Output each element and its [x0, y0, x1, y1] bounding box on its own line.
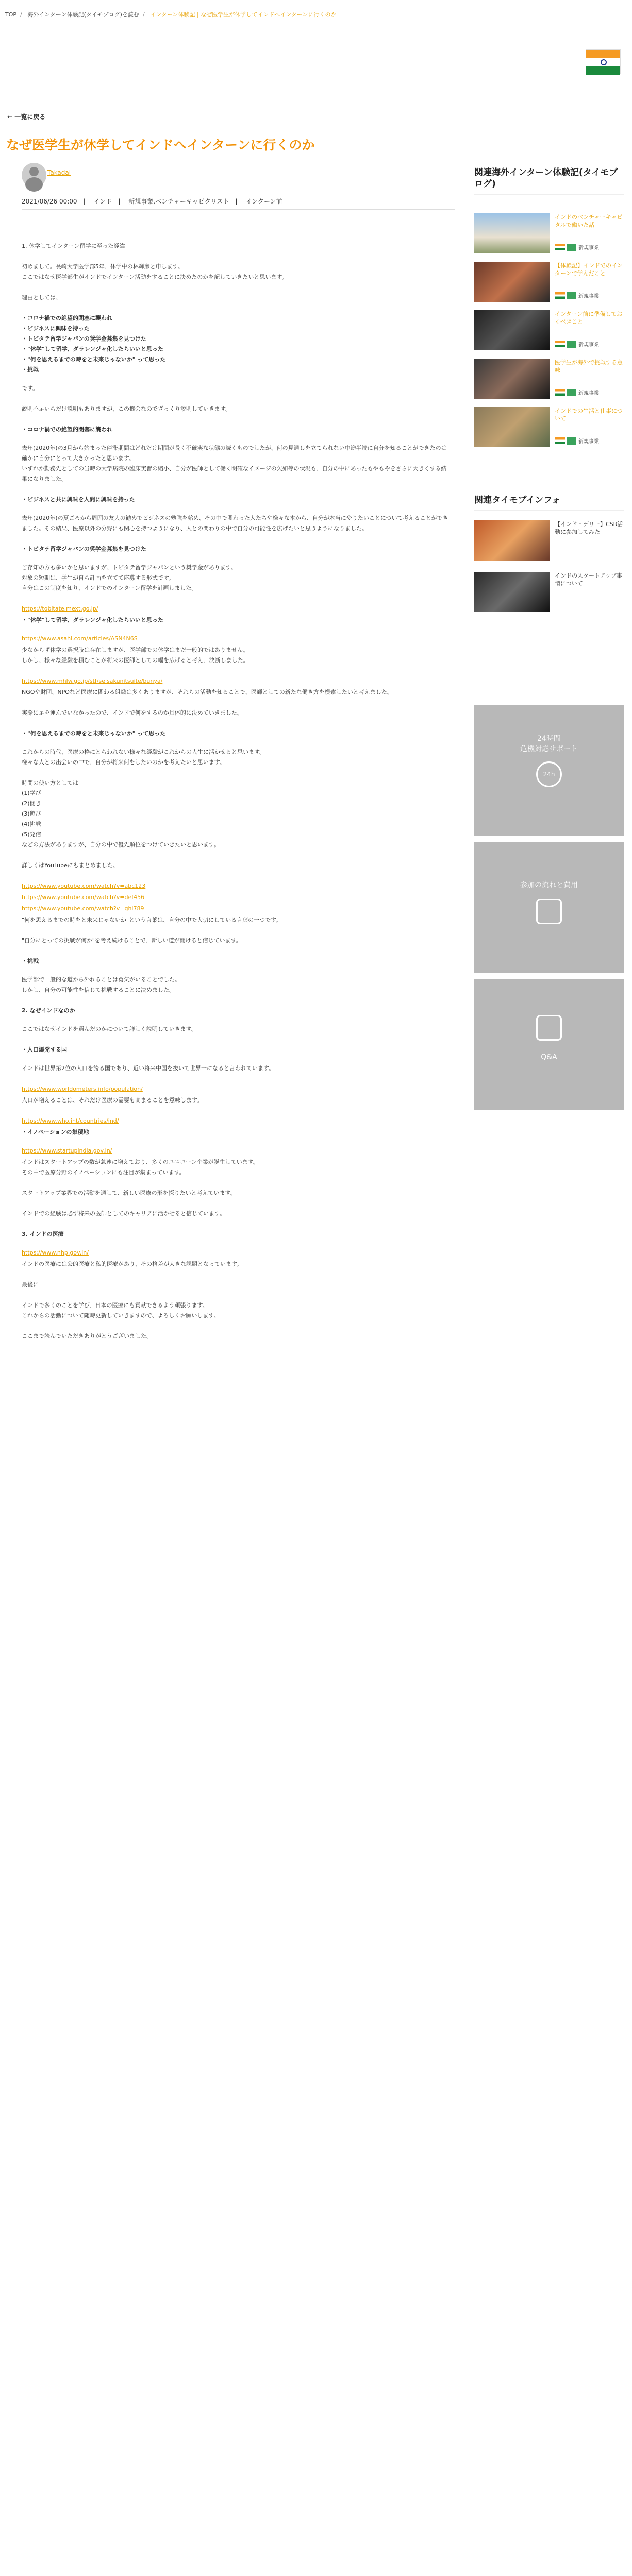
divider: [22, 209, 455, 210]
article-thumbnail: [474, 262, 550, 302]
article-meta: 2021/06/26 00:00 | インド | 新規事業,ベンチャーキャピタリスト | インターン前: [22, 198, 282, 205]
info-card[interactable]: [474, 520, 624, 561]
article-subheading: ・ビジネスと共に興味を人間に興味を持った: [22, 496, 135, 503]
card-title: 医学生が海外で挑戦する意味: [555, 359, 623, 374]
article-paragraph: インドでの経験は必ず将来の医師としてのキャリアに活かせると信じています。: [22, 1210, 226, 1217]
article-paragraph: "何を思えるまでの時をと未来じゃないか"という言葉は、自分の中で大切にしている言葉の一つです。: [22, 917, 282, 923]
article-link[interactable]: https://www.mhlw.go.jp/stf/seisakunitsuite/bunya/: [22, 677, 163, 684]
article-link[interactable]: https://www.worldometers.info/population/: [22, 1086, 143, 1092]
support-24h-icon: 24h: [536, 761, 562, 787]
page-title: なぜ医学生が休学してインドへインターンに行くのか: [6, 138, 315, 152]
sidebar: [474, 167, 624, 1128]
info-thumbnail: [474, 520, 550, 561]
article-paragraph: 1. 休学してインターン留学に至った経緯: [22, 243, 125, 249]
support-24h-banner[interactable]: [474, 705, 624, 836]
article-paragraph: 理由としては、: [22, 294, 61, 301]
article-subheading: 2. なぜインドなのか: [22, 1007, 75, 1014]
article-subheading: ・挑戦: [22, 958, 39, 964]
article-link[interactable]: https://www.nhp.gov.in/: [22, 1249, 89, 1256]
category-badge: [567, 437, 576, 445]
tag-link[interactable]: インターン前: [245, 198, 282, 205]
article-paragraph: インドで多くのことを学び、日本の医療にも貢献できるよう頑張ります。 これからの活動について随時更新していきますので、よろしくお願いします。: [22, 1302, 220, 1319]
breadcrumb: TOP / 海外インターン体験記(タイモブログ)を読む / インターン体験記 | なぜ医学生が休学してインドへインターンに行くのか: [5, 11, 337, 18]
article-paragraph: 時間の使い方としては (1)学び (2)働き (3)遊び (4)挑戦 (5)発信 などの方法がありますが、自分の中で優先順位をつけていきたいと思います。: [22, 779, 220, 848]
article-paragraph: インドの医療には公的医療と私的医療があり、その格差が大きな課題となっています。: [22, 1261, 243, 1267]
card-tag: 新規事業: [555, 437, 599, 445]
sidebar-article-card[interactable]: [474, 310, 624, 350]
author-avatar[interactable]: [22, 163, 46, 188]
article-paragraph: 実際に足を運んでいなかったので、インドで何をするのか具体的に決めていきました。: [22, 709, 243, 716]
article-subheading: 3. インドの医療: [22, 1231, 64, 1238]
card-title: インドのベンチャーキャピタルで働いた話: [555, 214, 623, 228]
category-badge: [567, 389, 576, 396]
article-link[interactable]: https://www.asahi.com/articles/ASN4N6S: [22, 635, 138, 642]
article-date: 2021/06/26 00:00: [22, 198, 77, 205]
article-link[interactable]: https://www.youtube.com/watch?v=abc123: [22, 883, 146, 889]
info-card[interactable]: [474, 572, 624, 612]
article-link[interactable]: https://www.who.int/countries/ind/: [22, 1117, 119, 1124]
article-paragraph: ここまで読んでいただきありがとうございました。: [22, 1333, 152, 1340]
info-title: インドのスタートアップ事情について: [555, 572, 622, 587]
article-paragraph: 最後に: [22, 1281, 39, 1288]
article-paragraph: インドはスタートアップの数が急速に増えており、多くのユニコーン企業が誕生しています。 その中で医療分野のイノベーションにも注目が集まっています。: [22, 1159, 259, 1176]
article-paragraph: 説明不足いらだけ説明もありますが、この機会なのでざっくり説明していきます。: [22, 405, 231, 412]
sidebar-article-card[interactable]: [474, 262, 624, 302]
card-tag: 新規事業: [555, 340, 599, 348]
article-thumbnail: [474, 359, 550, 399]
india-flag-icon: [555, 437, 565, 444]
author-link[interactable]: Takadai: [47, 169, 71, 176]
article-subheading: ・トビタテ留学ジャパンの奨学金募集を見つけた: [22, 546, 146, 552]
india-flag-icon: [555, 389, 565, 396]
article-paragraph: スタートアップ業界での活動を通して、新しい医療の形を探りたいと考えています。: [22, 1190, 236, 1196]
article-subheading: ・"何を思えるまでの時をと未来じゃないか" って思った: [22, 730, 166, 737]
india-flag-icon: [555, 292, 565, 299]
qa-label: Q&A: [541, 1053, 557, 1061]
article-subheading: ・コロナ禍での絶望的閉塞に襲われ ・ビジネスに興味を持った ・トビタテ留学ジャパンの奨学金募集を見つけた ・"休学"して留学、ダラレンジャ化したらいいと思った ・"何を思えるまでの時をと未来じゃないか" って思った ・挑戦: [22, 315, 166, 373]
article-paragraph: これからの時代、医療の枠にとらわれない様々な経験がこれからの人生に活かせると思います。 様々な人との出会いの中で、自分が将来何をしたいのかを考えたいと思います。: [22, 749, 265, 766]
india-flag-icon: [555, 244, 565, 250]
article-paragraph: 人口が増えることは、それだけ医療の需要も高まることを意味します。: [22, 1097, 203, 1104]
flow-cost-banner[interactable]: [474, 842, 624, 973]
india-flag-icon: [586, 49, 621, 74]
article-thumbnail: [474, 310, 550, 350]
info-heading: 関連タイモブインフォ: [474, 495, 624, 511]
article-paragraph: 初めまして。長崎大学医学部5年、休学中の林輝彦と申します。 ここではなぜ医学部生がインドでインターン活動をすることに決めたのかを記していきたいと思います。: [22, 263, 288, 280]
tag-link[interactable]: インド: [93, 198, 112, 205]
article-link[interactable]: https://www.youtube.com/watch?v=def456: [22, 894, 145, 901]
back-to-list-link[interactable]: ← 一覧に戻る: [7, 113, 46, 121]
breadcrumb-section[interactable]: 海外インターン体験記(タイモブログ)を読む: [27, 11, 139, 18]
card-tag: 新規事業: [555, 292, 599, 299]
info-title: 【インド・デリー】CSR活動に参加してみた: [555, 521, 623, 535]
article-paragraph: 去年(2020年)の夏ごろから周囲の友人の勧めでビジネスの勉強を始め、その中で関わった人たちや様々な本から、自分が本当にやりたいことについて考えることができました。その結果、医療以外の分野にも関心を持つようになり、人との関わりの中で自分の可能性を広げたいと思うようになりました。: [22, 515, 448, 532]
card-title: 【体験記】インドでのインターンで学んだこと: [555, 262, 623, 277]
article-paragraph: 少なからず休学の選択肢は存在しますが、医学部での休学はまだ一般的ではありません。 しかし、様々な経験を積むことが将来の医師としての幅を広げると考え、決断しました。: [22, 647, 249, 664]
sidebar-article-card[interactable]: [474, 407, 624, 447]
india-flag-icon: [555, 341, 565, 347]
article-paragraph: インドは世界第2位の人口を誇る国であり、近い将来中国を抜いて世界一になると言われています。: [22, 1065, 275, 1072]
article-thumbnail: [474, 407, 550, 447]
article-body: [22, 241, 450, 1352]
article-link[interactable]: https://www.youtube.com/watch?v=ghi789: [22, 905, 144, 912]
sidebar-heading: 関連海外インターン体験記(タイモブログ): [474, 167, 624, 195]
article-subheading: ・人口爆発する国: [22, 1046, 67, 1053]
article-subheading: ・コロナ禍での絶望的閉塞に襲われ: [22, 426, 112, 433]
sidebar-article-card[interactable]: [474, 359, 624, 399]
card-tag: 新規事業: [555, 388, 599, 396]
category-badge: [567, 341, 576, 348]
qa-banner[interactable]: [474, 979, 624, 1110]
article-paragraph: 去年(2020年)の3月から始まった停滞期間はどれだけ期間が長く不確実な状態の続くものでしたが、何の見通しを立てられない中途半端に自分を知ることができたのは確かに自分にとって大きかったと思います。 いずれか勤務先としての当時の大学病院の臨床実習の縮小、自分が医師として働く明確なイメージの欠如等の状況も、自分の中にあったもやもやをさらに大きくする結果になりました。: [22, 445, 447, 482]
category-badge: [567, 292, 576, 299]
article: [6, 159, 456, 2576]
article-subheading: ・イノベーションの集積地: [22, 1129, 89, 1136]
flow-icon: [536, 899, 562, 924]
support-label: 24時間 危機対応サポート: [520, 735, 578, 753]
chat-icon: [536, 1015, 562, 1041]
article-paragraph: ここではなぜインドを選んだのかについて詳しく説明していきます。: [22, 1026, 197, 1032]
category-badge: [567, 244, 576, 251]
card-tag: 新規事業: [555, 243, 599, 251]
info-thumbnail: [474, 572, 550, 612]
article-subheading: ・"休学"して留学、ダラレンジャ化したらいいと思った: [22, 617, 163, 623]
card-title: インドでの生活と仕事について: [555, 408, 623, 422]
article-paragraph: NGOや財団、NPOなど医療に関わる組織は多くありますが、それらの活動を知ることで、医師としての新たな働き方を模索したいと考えました。: [22, 689, 393, 696]
article-link[interactable]: https://www.startupindia.gov.in/: [22, 1147, 112, 1154]
flow-label: 参加の流れと費用: [520, 881, 578, 889]
taj-mahal-image: [474, 213, 550, 253]
card-title: インターン前に準備しておくべきこと: [555, 311, 623, 325]
tag-link[interactable]: 新規事業,ベンチャーキャピタリスト: [128, 198, 229, 205]
article-paragraph: ご存知の方も多いかと思いますが、トビタテ留学ジャパンという奨学金があります。 対象の短期は、学生が自ら計画を立てて応募する形式です。 自分はこの制度を知り、インドでのインターン留学を計画しました。: [22, 564, 237, 591]
back-label: 一覧に戻る: [14, 113, 46, 121]
breadcrumb-home[interactable]: TOP: [5, 11, 17, 18]
sidebar-article-card[interactable]: [474, 213, 624, 253]
article-paragraph: "自分にとっての挑戦が何か"を考え続けることで、新しい道が開けると信じています。: [22, 937, 242, 944]
article-paragraph: です。: [22, 385, 39, 392]
article-link[interactable]: https://tobitate.mext.go.jp/: [22, 605, 98, 612]
article-paragraph: 医学部で一般的な道から外れることは勇気がいることでした。 しかし、自分の可能性を信じて挑戦することに決めました。: [22, 976, 180, 993]
breadcrumb-current: インターン体験記 | なぜ医学生が休学してインドへインターンに行くのか: [150, 11, 337, 18]
article-paragraph: 詳しくはYouTubeにもまとめました。: [22, 862, 119, 869]
